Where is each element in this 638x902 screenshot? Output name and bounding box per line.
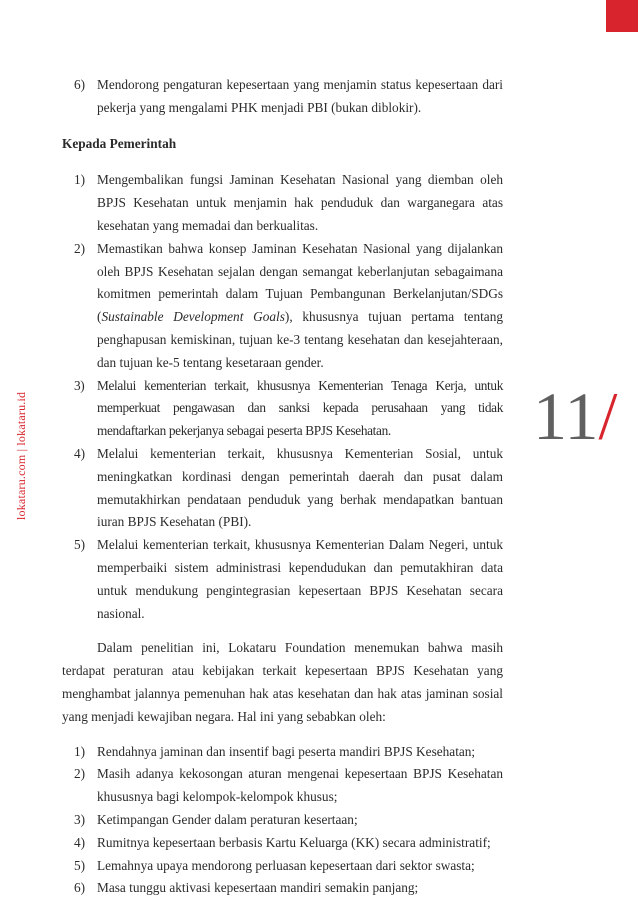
page-content — [62, 74, 503, 900]
list-item — [62, 169, 503, 237]
list-item — [62, 855, 503, 878]
list-text-italic: Sustainable Development Goals — [101, 309, 285, 325]
list-text: Masih adanya kekosongan aturan mengenai kepesertaan BPJS Kesehatan khususnya bagi kelompok-kelompok khusus; — [97, 766, 503, 805]
page-number — [533, 378, 618, 454]
list-number: 2) — [74, 766, 86, 782]
page-number-digits: 11 — [533, 378, 599, 454]
list-text: Memastikan bahwa konsep Jaminan Kesehatan Nasional yang dijalankan oleh BPJS Kesehatan sejalan dengan semangat keberlanjutan sebagaimana komitmen pemerintah dalam Tujuan Pembangunan Berkelanjutan/SDGs ( — [97, 240, 503, 325]
list-text: ), khususnya tujuan pertama tentang penghapusan kemiskinan, tujuan ke-3 tentang kesehatan dan kesejahteraan, dan tujuan ke-5 tentang kesetaraan gender. — [97, 309, 503, 370]
list-number: 5) — [74, 857, 86, 873]
list-item — [62, 534, 503, 625]
list-item — [62, 741, 503, 764]
list-item — [62, 809, 503, 832]
list-number: 4) — [74, 445, 86, 461]
list-number: 6) — [74, 880, 86, 896]
causes-list — [62, 741, 503, 901]
list-number: 3) — [74, 811, 86, 827]
list-text: Rendahnya jaminan dan insentif bagi peserta mandiri BPJS Kesehatan; — [97, 743, 476, 759]
government-recommendations-list — [62, 169, 503, 625]
list-text: Mengembalikan fungsi Jaminan Kesehatan Nasional yang diemban oleh BPJS Kesehatan untuk menjamin hak penduduk dan warganegara atas kesehatan yang memadai dan berkualitas. — [97, 172, 503, 233]
list-text: Melalui kementerian terkait, khususnya Kementerian Tenaga Kerja, untuk memperkuat pengawasan dan sanksi kepada perusahaan yang tidak mendaftarkan pekerjanya sebagai peserta BPJS Kesehatan. — [97, 377, 503, 439]
list-item — [62, 375, 503, 443]
list-number: 2) — [74, 240, 86, 256]
list-number: 5) — [74, 537, 86, 553]
section-heading: Kepada Pemerintah — [62, 135, 177, 151]
list-number: 3) — [74, 377, 85, 393]
list-number: 6) — [74, 77, 86, 92]
list-item — [62, 832, 503, 855]
list-number: 1) — [74, 172, 86, 188]
list-text: Lemahnya upaya mendorong perluasan kepesertaan dari sektor swasta; — [97, 857, 475, 873]
list-text: Masa tunggu aktivasi kepesertaan mandiri semakin panjang; — [97, 880, 419, 896]
list-text: Mendorong pengaturan kepesertaan yang menjamin status kepesertaan dari pekerja yang mengalami PHK menjadi PBI (bukan diblokir). — [97, 77, 503, 115]
list-text: Ketimpangan Gender dalam peraturan kesertaan; — [97, 811, 358, 827]
list-item — [62, 763, 503, 809]
list-text: Melalui kementerian terkait, khususnya Kementerian Sosial, untuk meningkatkan kordinasi dengan pemerintah daerah dan pusat dalam memutakhirkan pendataan penduduk yang berhak mendapatkan bantuan iuran BPJS Kesehatan (PBI). — [97, 445, 503, 530]
page-number-slash: / — [598, 378, 618, 454]
list-text: Melalui kementerian terkait, khususnya Kementerian Dalam Negeri, untuk memperbaiki sistem administrasi kependudukan dan pemutakhiran data untuk mendukung pengintegrasian kepesertaan BPJS Kesehatan secara nasional. — [97, 537, 503, 621]
list-text: Rumitnya kepesertaan berbasis Kartu Keluarga (KK) secara administratif; — [97, 834, 491, 850]
corner-accent-block — [606, 0, 638, 32]
body-paragraph: Dalam penelitian ini, Lokataru Foundation menemukan bahwa masih terdapat peraturan atau kebijakan terkait kepesertaan BPJS Kesehatan yang menghambat jalannya pemenuhan hak atas kesehatan dan hak atas jaminan sosial yang menjadi kewajiban negara. Hal ini yang sebabkan oleh: — [62, 640, 503, 724]
list-item — [62, 443, 503, 534]
intro-list-item — [62, 74, 503, 120]
list-item — [62, 238, 503, 375]
list-number: 1) — [74, 743, 86, 759]
side-website-text: lokataru.com | lokataru.id — [14, 391, 28, 520]
list-item — [62, 877, 503, 900]
list-number: 4) — [74, 834, 86, 850]
